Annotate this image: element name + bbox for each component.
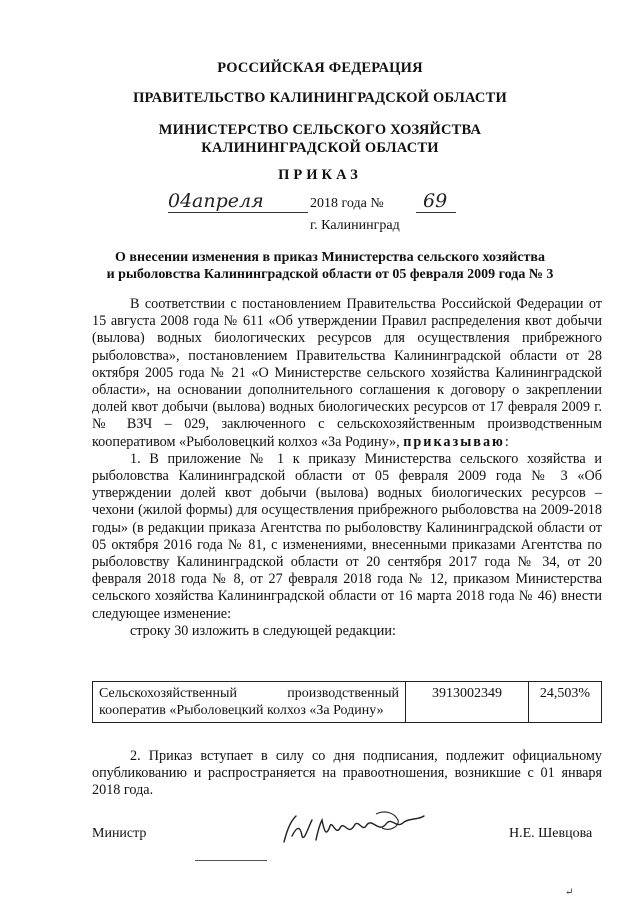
header-country: РОССИЙСКАЯ ФЕДЕРАЦИЯ: [217, 60, 423, 76]
body-paragraph-item2: 2. Приказ вступает в силу со дня подписания, подлежит официальному опубликованию и распространяется на правоотношения, возникшие с 01 января 2018 года.: [92, 748, 602, 799]
document-body-continued: [92, 748, 602, 800]
header-ministry-line1: МИНИСТЕРСТВО СЕЛЬСКОГО ХОЗЯЙСТВА: [158, 122, 482, 138]
cell-inn: 3913002349: [406, 682, 529, 723]
document-subject: [70, 249, 590, 283]
date-line: [168, 190, 468, 216]
date-year-text: 2018 года №: [310, 196, 384, 211]
cell-organization: Сельскохозяйственный производственный кооператив «Рыболовецкий колхоз «За Родину»: [93, 682, 406, 723]
order-word: приказываю: [403, 433, 505, 450]
cell-share: 24,503%: [529, 682, 602, 723]
signature-underline: [195, 860, 267, 861]
date-underline: [168, 212, 308, 213]
signatory-name: Н.Е. Шевцова: [509, 826, 593, 841]
corner-mark: ↵: [565, 887, 574, 898]
preamble-text: В соответствии с постановлением Правительства Российской Федерации от 15 августа 2008 года № 611 «Об утверждении Правил распределения квот добычи (вылова) водных биологических ресурсов для осуществления прибрежного рыболовства», постановлением Правительства Калининградской области от 28 октября 2005 года № 21 «О Министерстве сельского хозяйства Калининградской области», на основании дополнительного соглашения к договору о закреплении долей квот добычи (вылова) водных биологических ресурсов от 17 февраля 2009 г. № ВЗЧ – 029, заключенного с сельскохозяйственным производственным кооперативом «Рыболовецкий колхоз «За Родину»,: [92, 296, 602, 450]
handwritten-signature: [278, 806, 428, 850]
body-paragraph-item1: 1. В приложение № 1 к приказу Министерства сельского хозяйства и рыболовства Калининградской области от 05 февраля 2009 года № 3 «Об утверждении долей квот добычи (вылова) водных биологических ресурсов – чехони (жилой формы) для осуществления прибрежного рыболовства на 2009-2018 годы» (в редакции приказа Агентства по рыболовству Калининградской области от 05 октября 2016 года № 81, с изменениями, внесенными приказами Агентства по рыболовству Калининградской области от 20 сентября 2017 года № 34, от 20 февраля 2018 года № 8, от 27 февраля 2018 года № 12, приказом Министерства сельского хозяйства Калининградской области от 16 марта 2018 года № 46) внести следующее изменение:: [92, 450, 602, 622]
document-type: ПРИКАЗ: [278, 167, 362, 183]
header-ministry-line2: КАЛИНИНГРАДСКОЙ ОБЛАСТИ: [201, 140, 439, 156]
order-number-underline: [416, 212, 456, 213]
body-paragraph-item1-instruction: строку 30 изложить в следующей редакции:: [130, 622, 396, 639]
body-paragraph-preamble: [92, 296, 602, 451]
table-row: [93, 682, 602, 723]
city-name: г. Калининград: [310, 218, 400, 233]
date-month-handwritten: апреля: [192, 190, 264, 212]
header-government: ПРАВИТЕЛЬСТВО КАЛИНИНГРАДСКОЙ ОБЛАСТИ: [133, 90, 507, 106]
preamble-colon: :: [504, 433, 509, 450]
subject-line1: О внесении изменения в приказ Министерства сельского хозяйства: [115, 250, 545, 265]
amendment-table: [92, 681, 602, 723]
date-day-handwritten: 04: [168, 190, 193, 212]
order-number-handwritten: 69: [423, 190, 448, 212]
subject-line2: и рыболовства Калининградской области от 05 февраля 2009 года № 3: [106, 267, 554, 282]
signatory-title: Министр: [92, 826, 147, 841]
header-ministry: [0, 121, 640, 157]
document-body: [92, 296, 602, 640]
